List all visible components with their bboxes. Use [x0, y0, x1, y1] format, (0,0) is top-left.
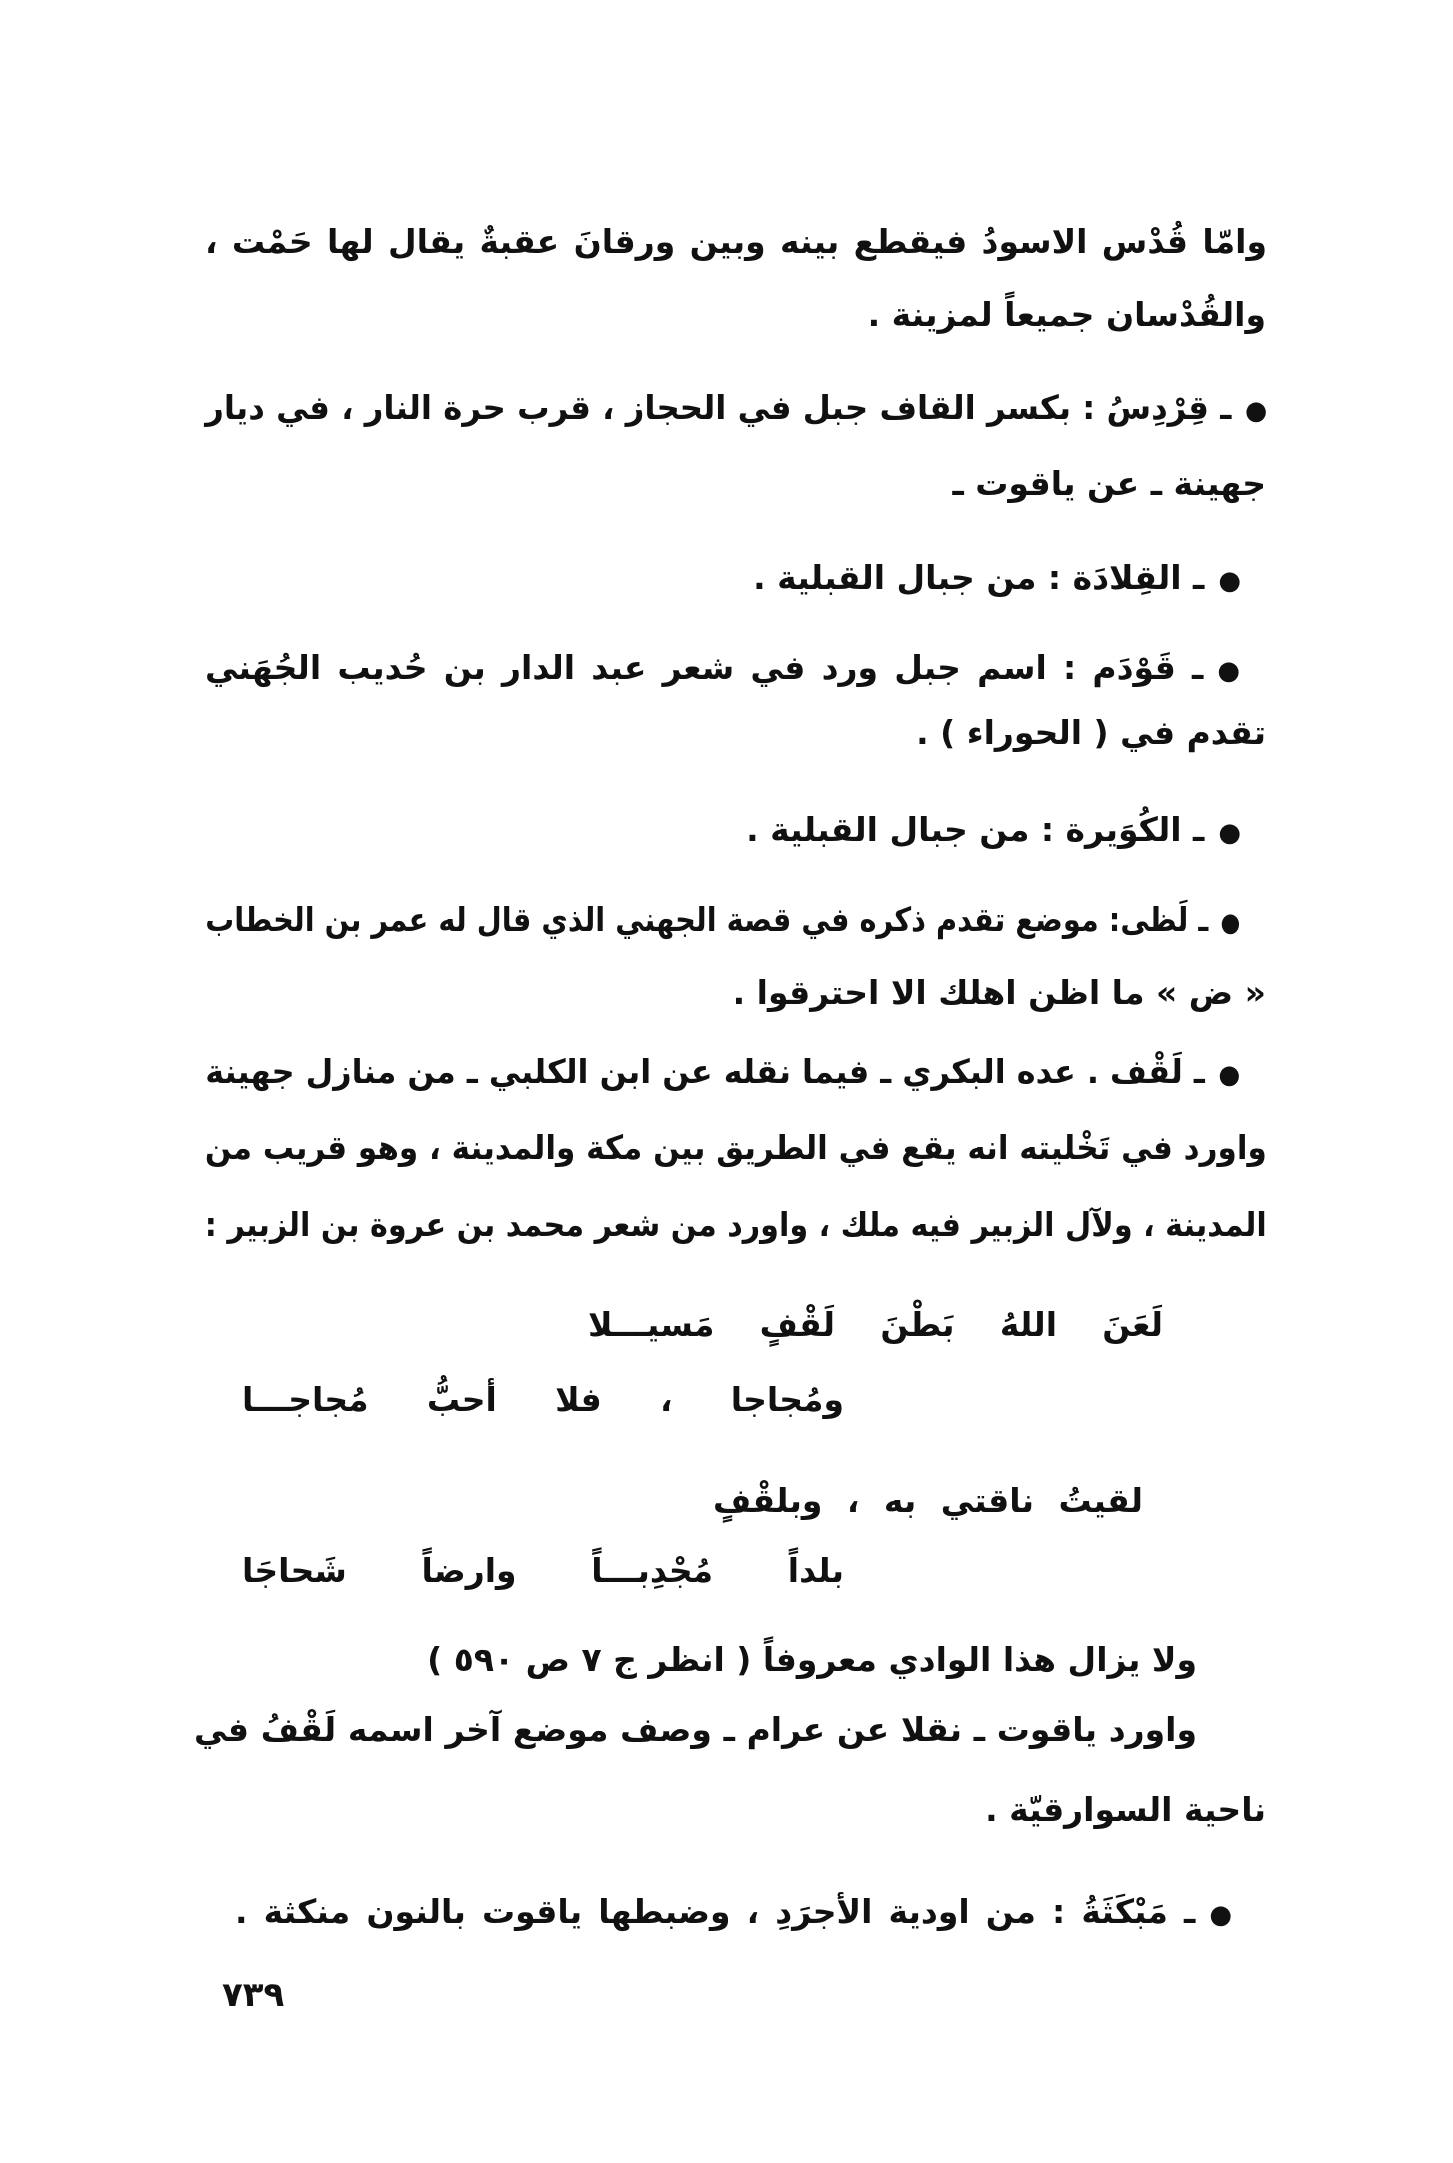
entry-wrap [235, 1890, 1232, 1937]
entry-text: ـ لَقْف . عده البكري ـ فيما نقله عن ابن الكلبي ـ من منازل جهينة [205, 1052, 1205, 1091]
poem-verse [713, 1479, 1143, 1523]
text-line: « ض » ما اظن اهلك الا احترقوا . [732, 973, 1266, 1012]
line-text: المدينة ، ولآل الزبير فيه ملك ، واورد من شعر محمد بن عروة بن الزبير : [205, 1205, 1267, 1244]
text-line [194, 1708, 1197, 1752]
entry-text: ـ مَبْكَثَةُ : من اودية الأجرَدِ ، وضبطها ياقوت بالنون منكثة . [235, 1892, 1196, 1931]
text-line [205, 1203, 1267, 1247]
entry-wrap [205, 646, 1240, 693]
bullet-icon: ● [1218, 1060, 1240, 1090]
text-line: جهينة ـ عن ياقوت ـ [952, 464, 1266, 503]
bullet-icon: ● [1220, 908, 1240, 938]
verse-text: بلداً مُجْدِبـــاً وارضاً شَحاجَا [242, 1551, 844, 1590]
line-text: واورد في تَخْليته انه يقع في الطريق بين مكة والمدينة ، وهو قريب من [205, 1128, 1267, 1167]
text-line: ناحية السوارقيّة . [985, 1790, 1266, 1829]
entry-line [746, 808, 1241, 855]
entry-line [235, 1890, 1232, 1937]
entry-text: ـ قَوْدَم : اسم جبل ورد في شعر عبد الدار بن حُديب الجُهَني [205, 648, 1204, 687]
bullet-icon: ● [1218, 818, 1241, 848]
bullet-icon: ● [1209, 1900, 1232, 1930]
text-line [205, 1126, 1267, 1170]
entry-line [205, 646, 1240, 693]
entry-line [205, 1050, 1240, 1097]
bullet-icon: ● [1218, 566, 1241, 596]
entry-line [205, 386, 1267, 433]
entry-text: ـ الكُوَيرة : من جبال القبلية . [746, 810, 1205, 849]
entry-line [753, 556, 1241, 603]
entry-text: ـ القِلادَة : من جبال القبلية . [753, 558, 1205, 597]
bullet-icon: ● [1217, 656, 1240, 686]
poem-verse [588, 1303, 1163, 1347]
entry-wrap [205, 386, 1267, 433]
verse-text: لقيتُ ناقتي به ، وبلقْفٍ [713, 1481, 1143, 1520]
bullet-icon: ● [1244, 396, 1267, 426]
text-line: تقدم في ( الحوراء ) . [916, 713, 1266, 752]
poem-verse [242, 1549, 844, 1593]
text-line: ولا يزال هذا الوادي معروفاً ( انظر ج ٧ ص ٥٩٠ ) [427, 1640, 1197, 1679]
poem-verse [242, 1378, 844, 1422]
text-line: والقُدْسان جميعاً لمزينة . [867, 295, 1266, 334]
page-number: ٧٣٩ [222, 1975, 285, 2015]
text-line [205, 220, 1267, 264]
line-text: وامّا قُدْس الاسودُ فيقطع بينه وبين ورقانَ عقبةٌ يقال لها حَمْت ، [205, 222, 1267, 261]
entry-text: ـ لَظى: موضع تقدم ذكره في قصة الجهني الذي قال له عمر بن الخطاب [205, 900, 1208, 939]
verse-text: ومُجاجا ، فلا أحبُّ مُجاجـــا [242, 1380, 844, 1419]
entry-line [205, 898, 1240, 945]
verse-text: لَعَنَ اللهُ بَطْنَ لَقْفٍ مَسيـــلا [588, 1305, 1163, 1344]
line-text: واورد ياقوت ـ نقلا عن عرام ـ وصف موضع آخر اسمه لَقْفُ في [194, 1710, 1197, 1749]
entry-wrap [205, 1050, 1240, 1097]
entry-text: ـ قِرْدِسُ : بكسر القاف جبل في الحجاز ، قرب حرة النار ، في ديار [205, 388, 1232, 427]
entry-wrap [205, 898, 1240, 945]
